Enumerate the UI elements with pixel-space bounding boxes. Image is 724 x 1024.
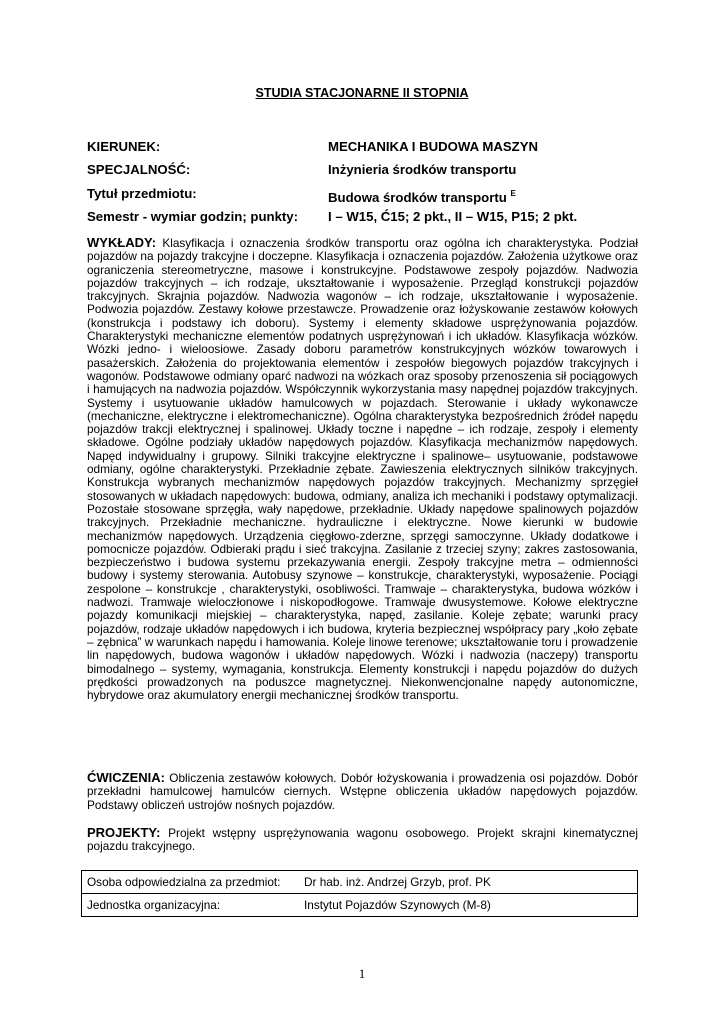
projects-text: Projekt wstępny usprężynowania wagonu osobowego. Projekt skrajni kinematycznej pojazdu trakcyjnego. (87, 826, 638, 854)
meta-row-semestr (87, 205, 647, 228)
document-title: STUDIA STACJONARNE II STOPNIA (255, 86, 469, 100)
exam-superscript: E (510, 188, 516, 198)
projects-section (87, 826, 638, 854)
lectures-section (87, 236, 638, 702)
lectures-text: Klasyfikacja i oznaczenia środków transportu oraz ogólna ich charakterystyka. Podział pojazdów na pojazdy trakcyjne i doczepne. Klasyfikacja i oznaczenia pojazdów. Założenia użytkowe oraz ograniczenia stereometryczne, masowe i konstrukcyjne. Podstawowe zespoły pojazdów. Nadwozia pojazdów trakcyjnych – ich rodzaje, ukształtowanie i wyposażenie. Przegląd konstrukcji pojazdów trakcyjnych. Skrajnia pojazdów. Nadwozia wagonów – ich rodzaje, ukształtowanie i wyposażenie. Podwozia pojazdów. Zestawy kołowe przestawcze. Prowadzenie oraz łożyskowanie zestawów kołowych (konstrukcja i podstawy ich doboru). Systemy i elementy składowe usprężynowania pojazdów. Charakterystyki mechaniczne elementów podatnych usprężynowań i ich układów. Klasyfikacja wózków. Wózki jedno- i wieloosiowe. Zasady doboru parametrów konstrukcyjnych wózków towarowych i pasażerskich. Założenia do projektowania elementów i zespołów biegowych pojazdów trakcyjnych i wagonów. Podstawowe odmiany oparć nadwozi na wózkach oraz sposoby przenoszenia sił pociągowych i hamujących na nadwozia pojazdów. Współczynnik wykorzystania masy napędnej pojazdów trakcyjnych. Systemy i usytuowanie układów hamulcowych w pojazdach. Sterowanie i układy wykonawcze (mechaniczne, elektryczne i elektromechaniczne). Ogólna charakterystyka bezpośrednich źródeł napędu pojazdów trakcji elektrycznej i spalinowej. Układy toczne i napędne – ich rodzaje, zespoły i elementy składowe. Ogólne podziały układów napędowych pojazdów. Klasyfikacja mechanizmów napędowych. Napęd indywidualny i grupowy. Silniki trakcyjne elektryczne i spalinowe– usytuowanie, podstawowe odmiany, ogólne charakterystyki. Przekładnie zębate. Zawieszenia elektrycznych silników trakcyjnych. Konstrukcja wybranych mechanizmów napędowych pojazdów trakcyjnych. Mechanizmy sprzęgieł stosowanych w układach napędowych: budowa, odmiany, analiza ich mechaniki i podstawy optymalizacji. Pozostałe stosowane sprzęgła, wały napędowe, przekładnie. Układy napędowe spalinowych pojazdów trakcyjnych. Przekładnie mechaniczne. hydrauliczne i elektryczne. Nowe kierunki w budowie mechanizmów napędowych. Urządzenia cięgłowo-zderzne, sprzęgi samoczynne. Układy dodatkowe i pomocnicze pojazdów. Odbieraki prądu i sieć trakcyjna. Zasilanie z trzeciej szyny; zakres zastosowania, bezpieczeństwo i budowa systemu przekazywania energii. Zespoły trakcyjne metra – odmienności budowy i systemy sterowania. Autobusy szynowe – konstrukcje, charakterystyki, wyposażenie. Pociągi zespolone – konstrukcje , charakterystyki, osobliwości. Tramwaje – charakterystyka, budowa wózków i nadwozi. Tramwaje wieloczłonowe i niskopodłogowe. Tramwaje dwusystemowe. Kołowe elektryczne pojazdy komunikacji miejskiej – charakterystyka, napęd, zasilanie. Koleje zębate; warunki pracy pojazdów, rodzaje układów napędowych i ich budowa, kryteria bezpiecznej współpracy pary „koło zębate – zębnica” w warunkach napędu i hamowania. Koleje linowe terenowe; ukształtowanie toru i prowadzenie lin napędowych, budowa wagonów i układów napędowych. Wózki i nadwozia (naczepy) transportu bimodalnego – systemy, wymagania, konstrukcja. Elementy konstrukcji i napędu pojazdów do dużych prędkości prowadzonych na poduszce magnetycznej. Niekonwencjonalne napędy autonomiczne, hybrydowe oraz akumulatory energii mechanicznej środków transportu. (87, 236, 638, 703)
table-row (82, 894, 638, 917)
exercises-heading: ĆWICZENIA: (87, 770, 165, 785)
meta-value-text: Budowa środków transportu (328, 189, 507, 205)
meta-value-with-superscript (328, 182, 516, 205)
meta-row-tytul (87, 182, 647, 205)
meta-label: Tytuł przedmiotu: (87, 185, 197, 201)
responsible-person-label: Osoba odpowiedzialna za przedmiot: (87, 875, 281, 889)
meta-label: SPECJALNOŚĆ: (87, 162, 191, 178)
meta-value: Inżynieria środków transportu (328, 162, 517, 178)
responsibility-table (81, 870, 638, 917)
meta-label: KIERUNEK: (87, 139, 161, 154)
meta-value: MECHANIKA I BUDOWA MASZYN (328, 139, 539, 154)
page-number: 1 (358, 966, 366, 981)
table-row (82, 871, 638, 894)
meta-value: I – W15, Ć15; 2 pkt., II – W15, P15; 2 pkt. (328, 208, 578, 224)
meta-row-kierunek (87, 135, 647, 158)
lectures-heading: WYKŁADY: (87, 235, 157, 250)
exercises-text: Obliczenia zestawów kołowych. Dobór łożyskowania i prowadzenia osi pojazdów. Dobór przekładni hamulcowej hamulców ciernych. Wstępne obliczenia układów napędowych pojazdów. Podstawy obliczeń ustrojów nośnych pojazdów. (87, 771, 639, 812)
projects-heading: PROJEKTY: (87, 825, 161, 840)
meta-label: Semestr - wymiar godzin; punkty: (87, 208, 299, 224)
table-cell (82, 871, 638, 894)
meta-row-specjalnosc (87, 158, 647, 181)
organizational-unit-label: Jednostka organizacyjna: (87, 898, 221, 912)
responsible-person-value: Dr hab. inż. Andrzej Grzyb, prof. PK (304, 875, 491, 889)
table-cell (82, 894, 638, 917)
exercises-section (87, 771, 638, 812)
course-meta (87, 135, 647, 228)
organizational-unit-value: Instytut Pojazdów Szynowych (M-8) (304, 898, 491, 912)
